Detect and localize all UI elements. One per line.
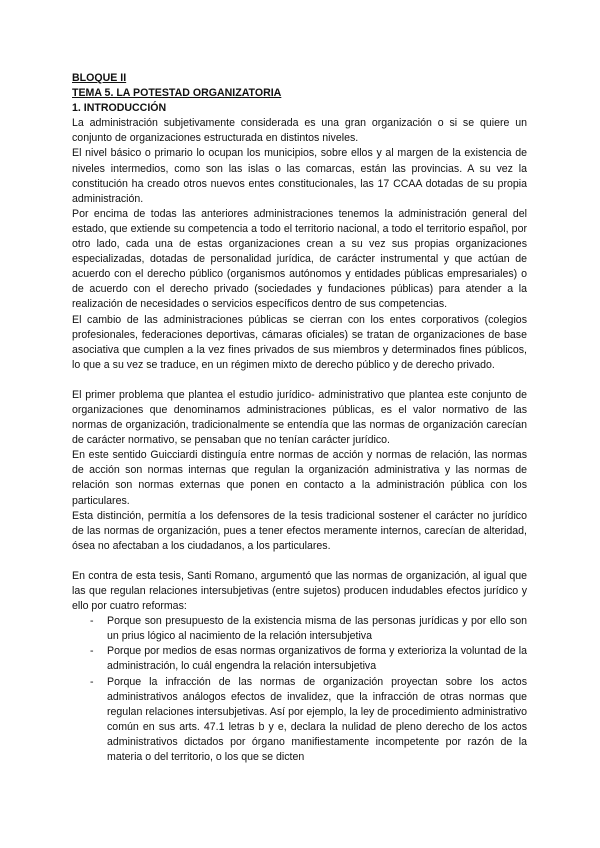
paragraph: El cambio de las administraciones públicas se cierran con los entes corporativos (colegios profesionales, federaciones deportivas, cámaras oficiales) se tratan de organizaciones de base asociativa que cumplen a la vez fines privados de sus miembros y determinados fines públicos, lo que a su vez se traduce, en un régimen mixto de derecho público y de derecho privado. [72,313,527,371]
topic-heading: TEMA 5. LA POTESTAD ORGANIZATORIA [72,87,282,100]
section-heading: 1. INTRODUCCIÓN [72,102,167,115]
paragraph: Por encima de todas las anteriores administraciones tenemos la administración general del estado, que extiende su competencia a todo el territorio nacional, a todo el territorio español, por otro lado, cada una de estas organizaciones crean a su vez sus propias organizaciones especializadas, dotadas de personalidad jurídica, de carácter instrumental y que actúan de acuerdo con el derecho público (organismos autónomos y entidades públicas empresariales) o de acuerdo con el derecho privado (sociedades y fundaciones públicas) para atender a la realización de necesidades o servicios específicos dentro de sus competencias. [72,207,527,311]
list-item: - Porque son presupuesto de la existencia misma de las personas jurídicas y por ello son un prius lógico al nacimiento de la relación intersubjetiva [72,614,527,644]
paragraph: Esta distinción, permitía a los defensores de la tesis tradicional sostener el carácter no jurídico de las normas de organización, pues a tener efectos meramente internos, carecían de alteridad, ósea no afectaban a los ciudadanos, a los particulares. [72,509,527,552]
document-body [72,71,527,765]
paragraph-spacer [72,373,527,388]
paragraph: En este sentido Guicciardi distinguía entre normas de acción y normas de relación, las normas de acción son normas internas que regulan la organización administrativa y las normas de relación son normas externas que ponen en contacto a la administración pública con los particulares. [72,449,527,507]
reasons-list [72,614,527,765]
paragraph: En contra de esta tesis, Santi Romano, argumentó que las normas de organización, al igual que las que regulan relaciones intersubjetivas (entre sujetos) producen indudables efectos jurídico y ello por cuatro reformas: [72,569,527,613]
paragraph: La administración subjetivamente considerada es una gran organización o si se quiere un conjunto de organizaciones estructurada en distintos niveles. [72,117,527,145]
list-item: - Porque por medios de esas normas organizativos de forma y exterioriza la voluntad de la administración, lo cuál engendra la relación intersubjetiva [72,644,527,674]
paragraph: El primer problema que plantea el estudio jurídico- administrativo que plantea este conjunto de organizaciones que denominamos administraciones públicas, es el valor normativo de las normas de organización, tradicionalmente se entendía que las normas de organización carecían de carácter normativo, se pensaban que no tenían carácter jurídico. [72,388,527,447]
list-item: - Porque la infracción de las normas de organización proyectan sobre los actos administrativos análogos efectos de invalidez, que la infracción de otras normas que regulan relaciones intersubjetivas. Así por ejemplo, la ley de procedimiento administrativo común en sus arts. 47.1 letras b y e, declara la nulidad de pleno derecho de los actos administrativos dictados por órgano manifiestamente incompetente por razón de la materia o del territorio, o los que se dicten [72,675,527,766]
paragraph-spacer [72,554,527,569]
paragraph: El nivel básico o primario lo ocupan los municipios, sobre ellos y al margen de la existencia de niveles intermedios, como son las islas o las comarcas, están las provincias. A su vez la constitución ha creado otros nuevos entes constitucionales, las 17 CCAA dotadas de su propia administración. [72,147,527,205]
block-heading: BLOQUE II [72,72,127,84]
